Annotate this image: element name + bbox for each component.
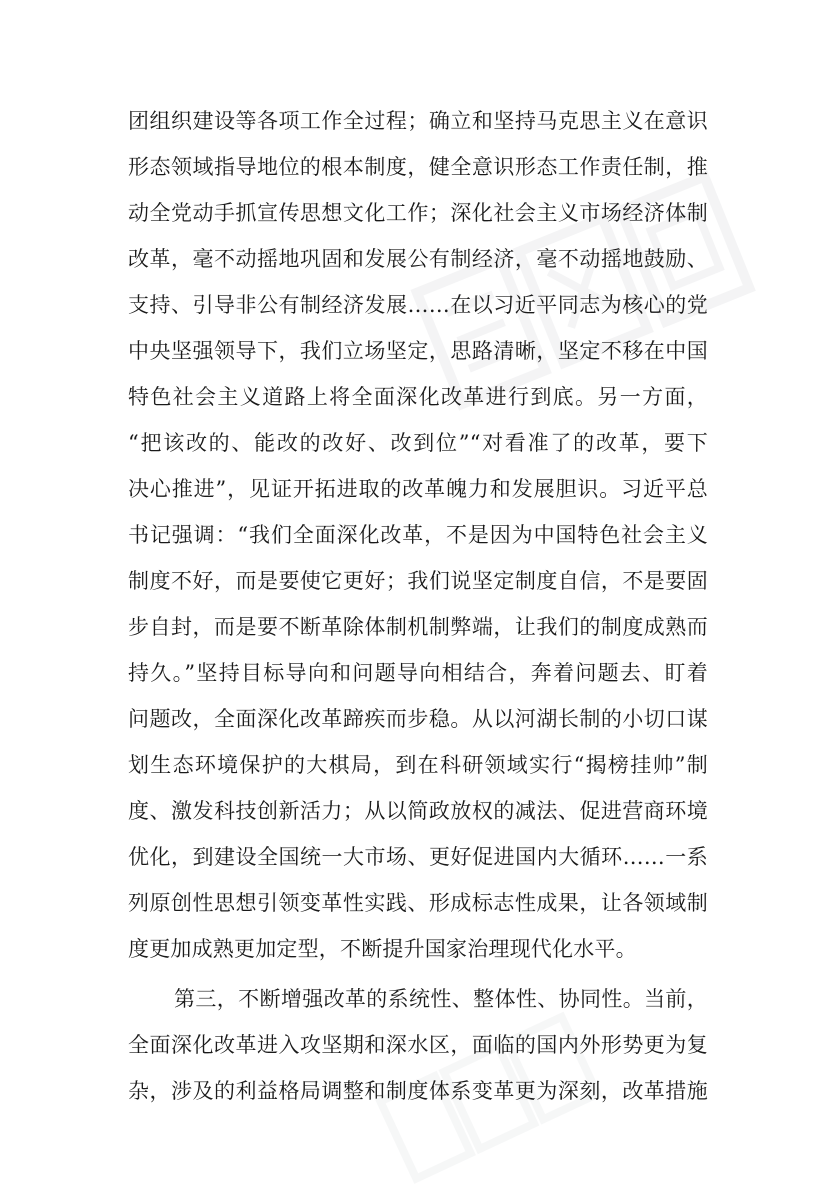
text-line: 划生态环境保护的大棋局，到在科研领域实行“揭榜挂帅”制 [128, 753, 708, 777]
text-line: 问题改，全面深化改革蹄疾而步稳。从以河湖长制的小切口谋 [128, 707, 708, 731]
text-line: 全面深化改革进入攻坚期和深水区，面临的国内外形势更为复 [128, 1033, 708, 1057]
text-line: 度更加成熟更加定型，不断提升国家治理现代化水平。 [128, 937, 637, 961]
text-line: 优化，到建设全国统一大市场、更好促进国内大循环……一系 [128, 845, 708, 869]
text-line: 度、激发科技创新活力；从以简政放权的减法、促进营商环境 [128, 799, 708, 823]
text-line: 步自封，而是要不断革除体制机制弊端，让我们的制度成熟而 [128, 615, 708, 639]
text-line: 改革，毫不动摇地巩固和发展公有制经济，毫不动摇地鼓励、 [128, 247, 708, 271]
text-line: 列原创性思想引领变革性实践、形成标志性成果，让各领域制 [128, 891, 708, 915]
text-line: 制度不好，而是要使它更好；我们说坚定制度自信，不是要固 [128, 569, 708, 593]
text-line: 形态领域指导地位的根本制度，健全意识形态工作责任制，推 [128, 155, 708, 179]
text-line: 动全党动手抓宣传思想文化工作；深化社会主义市场经济体制 [128, 201, 708, 225]
text-line: 团组织建设等各项工作全过程；确立和坚持马克思主义在意识 [128, 109, 708, 133]
paragraph-third-point [128, 976, 708, 1114]
text-line: 持久。”坚持目标导向和问题导向相结合，奔着问题去、盯着 [128, 661, 708, 685]
text-line: 杂，涉及的利益格局调整和制度体系变革更为深刻，改革措施 [128, 1079, 708, 1103]
text-line: 支持、引导非公有制经济发展……在以习近平同志为核心的党 [128, 293, 708, 317]
text-line: 书记强调：“我们全面深化改革，不是因为中国特色社会主义 [128, 523, 708, 547]
text-line: 中央坚强领导下，我们立场坚定，思路清晰，坚定不移在中国 [128, 339, 708, 363]
document-body [128, 98, 708, 1114]
text-line: 决心推进”，见证开拓进取的改革魄力和发展胆识。习近平总 [128, 477, 708, 501]
text-line: 第三，不断增强改革的系统性、整体性、协同性。当前， [174, 987, 708, 1011]
paragraph-continued [128, 98, 708, 972]
text-line: 特色社会主义道路上将全面深化改革进行到底。另一方面， [128, 385, 708, 409]
text-line: “把该改的、能改的改好、改到位”“对看准了的改革，要下 [128, 431, 708, 455]
